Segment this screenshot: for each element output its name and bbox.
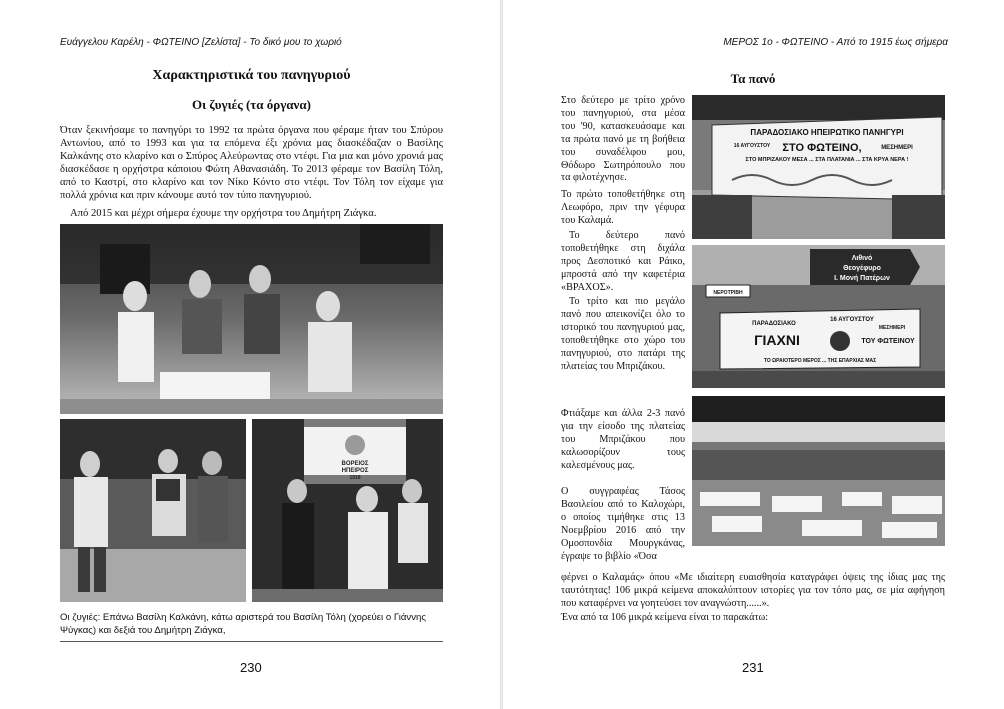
banner2-bottom: ΤΟ ΩΡΑΙΟΤΕΡΟ ΜΕΡΟΣ ... ΤΗΣ ΕΠΑΡΧΙΑΣ ΜΑΣ	[763, 358, 877, 364]
band-photo-bottom-left	[60, 419, 246, 602]
banner1-place: ΣΤΟ ΦΩΤΕΙΝΟ,	[782, 142, 862, 154]
sign-line3: Ι. Μονή Πατέρων	[834, 275, 890, 282]
flag-text-2: ΗΠΕΙΡΟΣ	[341, 468, 369, 474]
flag-text-1: ΒΟΡΕΙΟΣ	[341, 461, 369, 467]
banner-photo-junction	[692, 245, 945, 388]
body-paragraph: Όταν ξεκινήσαμε το πανηγύρι το 1992 τα πρώτα όργανα που φέραμε ήταν του Σπύρου Αντωνίου, από το 1993 και για τα επόμενα έξι χρόνια μας διασκέδαζαν ο Βασίλης Καλκάνης στο κλαρίνο και ο Σπύρος Αλεύρωντας στο ντέφι. Για μια και μόνο χρονιά μας διασκέδασε η ορχήστρα κάποιου Φώτη Αθανασιάδη. Το 2013 φέραμε τον Βασίλη Τόλη, από το Καστρί, στο κλαρίνο και τον Νίκο Κόντο στο ντέφι. Τον Τόλη τον είχαμε για πολλά χρόνια και πριν κάνουμε αυτό τον τύπο πανηγυριού.	[60, 125, 443, 201]
banner1-noon: ΜΕΣΗΜΕΡΙ	[881, 145, 913, 151]
banner1-line3: ΣΤΟ ΜΠΡΙΖΑΚΟΥ ΜΕΣΑ ... ΣΤΑ ΠΛΑΤΑΝΙΑ ... ΣΤΑ ΚΡΥΑ ΝΕΡΑ !	[745, 157, 909, 163]
left-running-head: Ευάγγελου Καρέλη - ΦΩΤΕΙΝΟ [Ζελίστα] - Το δικό μου το χωριό	[60, 37, 342, 48]
right-page	[503, 0, 1004, 709]
banner2-noon: ΜΕΣΗΜΕΡΙ	[878, 325, 906, 331]
banner2-line1: ΠΑΡΑΔΟΣΙΑΚΟ	[752, 321, 796, 327]
section-heading: Χαρακτηριστικά του πανηγυριού	[152, 68, 351, 83]
section-subheading: Οι ζυγιές (τα όργανα)	[192, 97, 311, 112]
banner-photo-road	[692, 95, 945, 239]
photo-caption: Οι ζυγιές: Επάνω Βασίλη Καλκάνη, κάτω αριστερά του Βασίλη Τόλη (χορεύει ο Γιάννης Ψύγκας) και δεξιά του Δημήτρη Ζιάγκα,	[60, 612, 426, 636]
left-page-number: 230	[240, 660, 262, 675]
banner2-place: ΤΟΥ ΦΩΤΕΙΝΟΥ	[861, 338, 915, 345]
body-paragraph: Ένα από τα 106 μικρά κείμενα είναι το παρακάτω:	[561, 612, 769, 623]
banner1-date: 16 ΑΥΓΟΥΣΤΟΥ	[733, 143, 771, 149]
body-paragraph: Από 2015 και μέχρι σήμερα έχουμε την ορχήστρα του Δημήτρη Ζιάγκα.	[70, 208, 377, 219]
band-photo-bottom-right	[252, 419, 443, 602]
right-running-head: ΜΕΡΟΣ 1ο - ΦΩΤΕΙΝΟ - Από το 1915 έως σήμερα	[723, 37, 948, 48]
flag-text-3: 1918	[349, 475, 361, 481]
banner2-date: 16 ΑΥΓΟΥΣΤΟΥ	[830, 317, 874, 323]
sign-small: ΝΕΡΟΤΡΙΒΗ	[713, 290, 743, 296]
body-paragraph: Το τρίτο και πιο μεγάλο πανό που απεικονίζει όλο το ιστορικό του πανηγυριού μας, τοποθετήθηκε στο χώρο του πανηγυριού, στο πατάρι της πλατείας του Μπριζάκου.	[561, 296, 685, 372]
body-paragraph: Το πρώτο τοποθετήθηκε στη Λεωφόρο, πριν την γέφυρα του Καλαμά.	[561, 189, 685, 226]
right-page-number: 231	[742, 660, 764, 675]
body-paragraph: Το δεύτερο πανό τοποθετήθηκε στη διχάλα προς Δεσποτικό και Ράικο, μπροστά από την καφετέρια «ΒΡΑΧΟΣ».	[561, 230, 685, 293]
sign-line2: Θεογέφυρο	[843, 265, 881, 272]
body-paragraph: φέρνει ο Καλαμάς» όπου «Με ιδιαίτερη ευαισθησία καταγράφει όψεις της ίδιας μας της ταυτότητας! 106 μικρά κείμενα αποκαλύπτουν ιστορίες για τον τόπο μας, σε μία αφήγηση που καταφέρνει να γοητεύσει τον αναγνώστη......».	[561, 572, 945, 609]
caption-divider	[60, 641, 443, 642]
body-paragraph: Στο δεύτερο με τρίτο χρόνο του πανηγυριού, στα μέσα του '90, κατασκευάσαμε και τα πρώτα πανό με τη βοήθεια του συναδέλφου μου, Θόδωρο Σωτηρόπουλο που τα φιλοτέχνησε.	[561, 95, 685, 184]
body-paragraph: Φτιάξαμε και άλλα 2-3 πανό για την είσοδο της πλατείας του Μπριζάκου που καλωσορίζουν τους καλεσμένους μας.	[561, 408, 685, 471]
banner1-line1: ΠΑΡΑΔΟΣΙΑΚΟ ΗΠΕΙΡΩΤΙΚΟ ΠΑΝΗΓΥΡΙ	[750, 128, 904, 137]
banner2-main: ΓΙΑΧΝΙ	[754, 332, 800, 348]
festival-square-photo	[692, 396, 945, 546]
left-page	[0, 0, 500, 709]
band-photo-top	[60, 224, 443, 414]
body-paragraph: Ο συγγραφέας Τάσος Βασιλείου από το Καλοχώρι, ο οποίος τιμήθηκε στις 13 Νοεμβρίου 2016 από την Ομοσπονδία Μουργκάνας, έγραψε το βιβλίο «Όσα	[561, 486, 685, 562]
sign-line1: Λιθινό	[851, 255, 873, 262]
section-heading: Τα πανό	[730, 71, 776, 86]
